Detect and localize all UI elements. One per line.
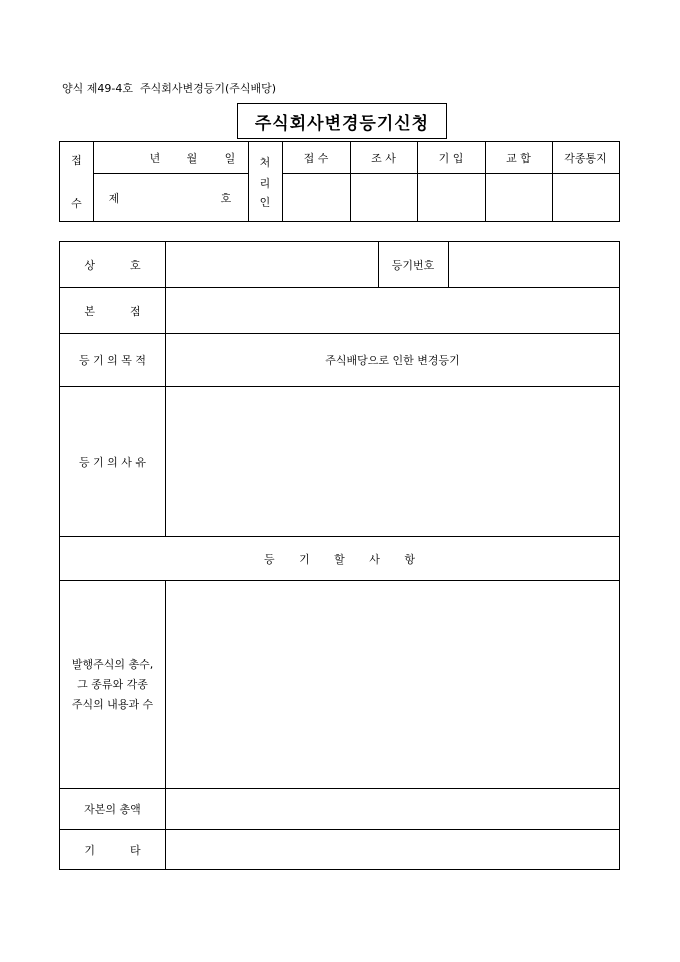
- trade-name-field[interactable]: [166, 242, 378, 287]
- total-capital-label: 자본의 총액: [84, 803, 141, 816]
- processor-label-char1: 처: [259, 156, 271, 169]
- head-office-label: 본 점: [84, 304, 141, 318]
- issued-shares-label: [60, 581, 165, 788]
- trade-name-label: 상 호: [84, 258, 141, 272]
- processor-label-char2: 리: [259, 177, 271, 190]
- receipt-number-suffix: 호: [220, 191, 232, 205]
- application-table: [59, 241, 620, 870]
- col-entry-header: 기 입: [438, 151, 464, 165]
- reception-table: [59, 141, 620, 222]
- notices-stamp-field[interactable]: [552, 174, 619, 221]
- other-label: 기 타: [84, 843, 141, 857]
- date-month-label: 월: [186, 151, 198, 165]
- col-notices-header: 각종통지: [564, 151, 607, 165]
- date-day-label: 일: [224, 151, 236, 165]
- registration-purpose-value: 주식배당으로 인한 변경등기: [325, 354, 460, 367]
- form-number-label: 양식 제49-4호 주식회사변경등기(주식배당): [62, 82, 277, 95]
- other-field[interactable]: [166, 830, 619, 869]
- issued-shares-label-line3: 주식의 내용과 수: [71, 697, 154, 711]
- receipt-label-char2: 수: [71, 197, 82, 210]
- issued-shares-field[interactable]: [166, 581, 619, 788]
- collation-stamp-field[interactable]: [485, 174, 552, 221]
- head-office-field[interactable]: [166, 288, 619, 333]
- matters-to-register-header: 등 기 할 사 항: [263, 552, 416, 566]
- registration-number-field[interactable]: [449, 242, 619, 287]
- inspection-stamp-field[interactable]: [350, 174, 417, 221]
- receipt-stamp-field[interactable]: [282, 174, 350, 221]
- form-title: 주식회사변경등기신청: [237, 103, 447, 139]
- receipt-label-char1: 접: [71, 154, 82, 167]
- date-year-label: 년: [149, 151, 161, 165]
- entry-stamp-field[interactable]: [417, 174, 485, 221]
- col-collation-header: 교 합: [506, 151, 531, 165]
- registration-cause-label: 등 기 의 사 유: [78, 455, 147, 469]
- issued-shares-label-line1: 발행주식의 총수,: [71, 657, 154, 671]
- registration-cause-field[interactable]: [166, 387, 619, 536]
- col-receipt-header: 접 수: [303, 151, 329, 165]
- issued-shares-label-line2: 그 종류와 각종: [77, 677, 148, 691]
- registration-purpose-label: 등 기 의 목 적: [78, 354, 147, 367]
- registration-number-label: 등기번호: [391, 258, 435, 272]
- processor-label-char3: 인: [259, 196, 271, 209]
- col-inspection-header: 조 사: [371, 151, 396, 165]
- total-capital-field[interactable]: [166, 789, 619, 829]
- receipt-number-prefix: 제: [108, 191, 120, 205]
